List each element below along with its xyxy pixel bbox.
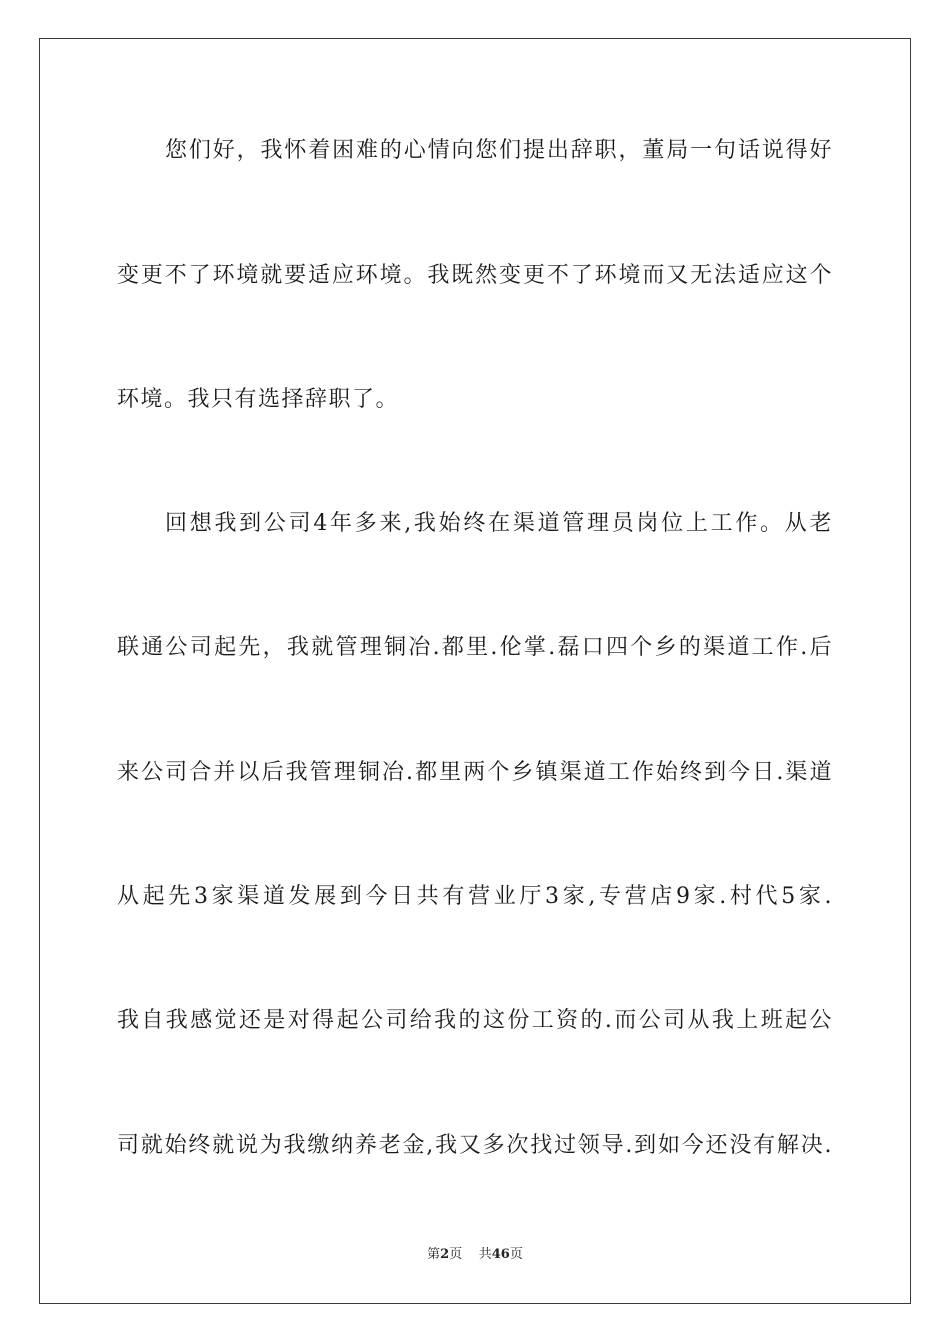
footer-total-pages: 46	[491, 1247, 510, 1262]
paragraph-2-line-4: 从起先3家渠道发展到今日共有营业厅3家,专营店9家.村代5家.	[117, 884, 833, 909]
footer-page-suffix: 页	[449, 1247, 463, 1262]
page-frame	[39, 38, 911, 1304]
paragraph-1-line-3: 环境。我只有选择辞职了。	[117, 387, 400, 412]
paragraph-2-line-1: 回想我到公司4年多来,我始终在渠道管理员岗位上工作。从老	[165, 511, 833, 536]
paragraph-2-line-5: 我自我感觉还是对得起公司给我的这份工资的.而公司从我上班起公	[117, 1008, 833, 1033]
paragraph-2-line-3: 来公司合并以后我管理铜冶.都里两个乡镇渠道工作始终到今日.渠道	[117, 760, 833, 785]
footer-current-page: 2	[440, 1247, 450, 1262]
paragraph-2-line-2: 联通公司起先，我就管理铜冶.都里.伦掌.磊口四个乡的渠道工作.后	[117, 635, 833, 660]
paragraph-1-line-2: 变更不了环境就要适应环境。我既然变更不了环境而又无法适应这个	[117, 263, 833, 288]
page-footer	[0, 1246, 950, 1264]
footer-total-suffix: 页	[509, 1247, 523, 1262]
paragraph-1-line-1: 您们好，我怀着困难的心情向您们提出辞职，董局一句话说得好	[165, 138, 833, 163]
footer-total-prefix: 共	[478, 1247, 492, 1262]
footer-prefix: 第	[427, 1247, 441, 1262]
paragraph-2-line-6: 司就始终就说为我缴纳养老金,我又多次找过领导.到如今还没有解决.	[117, 1133, 833, 1158]
